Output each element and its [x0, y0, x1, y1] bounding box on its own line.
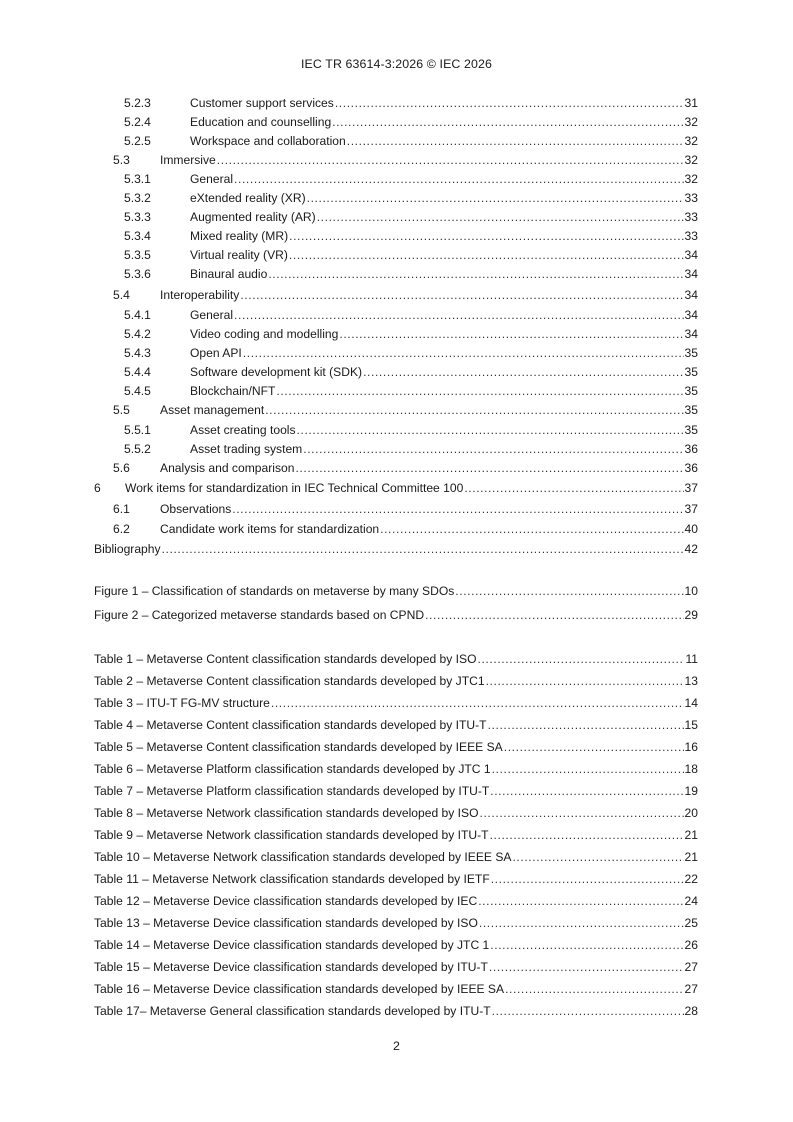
toc-entry-title: Education and counselling [190, 115, 332, 129]
toc-entry[interactable] [94, 287, 698, 303]
toc-entry[interactable] [94, 460, 698, 476]
toc-entry-page: 32 [684, 172, 698, 186]
toc-entry-number: 5.5 [113, 403, 130, 417]
toc-entry-title: Analysis and comparison [160, 461, 295, 475]
table-entry-title: Table 3 – ITU-T FG-MV structure [94, 696, 270, 710]
dot-leader [478, 893, 683, 909]
toc-entry-page: 31 [684, 96, 698, 110]
toc-entry-page: 35 [684, 384, 698, 398]
toc-entry-number: 5.4.1 [124, 308, 151, 322]
table-entry[interactable] [94, 937, 698, 953]
table-entry[interactable] [94, 915, 698, 931]
dot-leader [492, 1003, 684, 1019]
table-entry[interactable] [94, 651, 698, 667]
toc-entry-title: Interoperability [160, 288, 240, 302]
dot-leader [489, 959, 684, 975]
toc-entry-number: 5.4.4 [124, 365, 151, 379]
toc-entry-page: 36 [684, 461, 698, 475]
toc-entry-title: Video coding and modelling [190, 327, 339, 341]
toc-entry-page: 35 [684, 403, 698, 417]
figure-entry[interactable] [94, 607, 698, 623]
table-entry-title: Table 15 – Metaverse Device classification standards developed by ITU-T [94, 960, 488, 974]
toc-entry-page: 33 [684, 229, 698, 243]
dot-leader [234, 307, 684, 323]
table-entry-title: Table 13 – Metaverse Device classification standards developed by ISO [94, 916, 478, 930]
table-entry[interactable] [94, 805, 698, 821]
toc-entry-number: 5.3.3 [124, 210, 151, 224]
toc-entry-number: 5.5.1 [124, 423, 151, 437]
toc-entry-number: 5.6 [113, 461, 130, 475]
figure-entry-title: Figure 1 – Classification of standards on metaverse by many SDOs [94, 584, 455, 598]
toc-entry-page: 34 [684, 327, 698, 341]
dot-leader [425, 607, 683, 623]
toc-entry-title: Software development kit (SDK) [190, 365, 363, 379]
dot-leader [295, 460, 683, 476]
toc-entry-number: 5.4.3 [124, 346, 151, 360]
dot-leader [512, 849, 683, 865]
table-entry-title: Table 6 – Metaverse Platform classification standards developed by JTC 1 [94, 762, 491, 776]
toc-entry[interactable] [94, 307, 698, 323]
table-entry[interactable] [94, 893, 698, 909]
table-entry-title: Table 5 – Metaverse Content classification standards developed by IEEE SA [94, 740, 503, 754]
table-entry-title: Table 8 – Metaverse Network classification standards developed by ISO [94, 806, 479, 820]
toc-entry[interactable] [94, 383, 698, 399]
dot-leader [317, 209, 684, 225]
toc-entry-page: 32 [684, 115, 698, 129]
table-entry-title: Table 17– Metaverse General classification standards developed by ITU-T [94, 1004, 491, 1018]
toc-entry-page: 37 [684, 502, 698, 516]
toc-entry[interactable] [94, 521, 698, 537]
toc-entry-page: 35 [684, 365, 698, 379]
toc-entry-page: 34 [684, 248, 698, 262]
table-entry[interactable] [94, 959, 698, 975]
dot-leader [297, 422, 684, 438]
toc-entry[interactable] [94, 441, 698, 457]
dot-leader [486, 673, 684, 689]
page-header: IEC TR 63614-3:2026 © IEC 2026 [301, 57, 492, 71]
toc-entry-page: 33 [684, 210, 698, 224]
toc-entry-page: 34 [684, 267, 698, 281]
dot-leader [464, 480, 683, 496]
toc-entry-title: Binaural audio [190, 267, 268, 281]
table-entry-page: 28 [684, 1004, 698, 1018]
dot-leader [480, 805, 684, 821]
toc-entry-title: Workspace and collaboration [190, 134, 346, 148]
table-entry-title: Table 14 – Metaverse Device classification standards developed by JTC 1 [94, 938, 490, 952]
toc-entry[interactable] [94, 133, 698, 149]
toc-entry[interactable] [94, 422, 698, 438]
dot-leader [380, 521, 683, 537]
table-entry-page: 18 [684, 762, 698, 776]
dot-leader [491, 871, 684, 887]
table-entry-title: Table 2 – Metaverse Content classification standards developed by JTC1 [94, 674, 485, 688]
table-entry-page: 27 [684, 960, 698, 974]
table-entry-page: 16 [684, 740, 698, 754]
table-entry-title: Table 10 – Metaverse Network classification standards developed by IEEE SA [94, 850, 512, 864]
dot-leader [332, 114, 683, 130]
dot-leader [268, 266, 683, 282]
toc-entry-number: 6 [94, 481, 101, 495]
toc-entry-bibliography[interactable] [94, 541, 698, 557]
dot-leader [490, 827, 684, 843]
dot-leader [265, 402, 683, 418]
toc-entry[interactable] [94, 171, 698, 187]
table-entry[interactable] [94, 827, 698, 843]
table-entry[interactable] [94, 695, 698, 711]
toc-entry-number: 5.4 [113, 288, 130, 302]
figure-entry-page: 10 [684, 584, 698, 598]
toc-entry[interactable] [94, 266, 698, 282]
table-entry-title: Table 1 – Metaverse Content classification standards developed by ISO [94, 652, 477, 666]
dot-leader [303, 441, 683, 457]
toc-entry[interactable] [94, 209, 698, 225]
toc-entry[interactable] [94, 247, 698, 263]
toc-entry-title: Asset management [160, 403, 265, 417]
toc-entry-number: 5.3.5 [124, 248, 151, 262]
toc-entry-page: 35 [684, 423, 698, 437]
table-entry-title: Table 11 – Metaverse Network classification standards developed by IETF [94, 872, 490, 886]
dot-leader [492, 761, 684, 777]
table-entry[interactable] [94, 673, 698, 689]
toc-entry[interactable] [94, 402, 698, 418]
table-entry[interactable] [94, 1003, 698, 1019]
toc-entry[interactable] [94, 480, 698, 496]
table-entry-title: Table 9 – Metaverse Network classification standards developed by ITU-T [94, 828, 489, 842]
figure-entry-title: Figure 2 – Categorized metaverse standards based on CPND [94, 608, 425, 622]
toc-entry-title: General [190, 308, 234, 322]
figure-entry-page: 29 [684, 608, 698, 622]
toc-entry-title: Work items for standardization in IEC Technical Committee 100 [125, 481, 464, 495]
dot-leader [488, 717, 684, 733]
table-entry[interactable] [94, 981, 698, 997]
toc-entry[interactable] [94, 152, 698, 168]
toc-entry-page: 34 [684, 308, 698, 322]
toc-entry-number: 5.2.3 [124, 96, 151, 110]
dot-leader [243, 345, 684, 361]
toc-entry-page: 36 [684, 442, 698, 456]
toc-entry[interactable] [94, 326, 698, 342]
table-entry[interactable] [94, 739, 698, 755]
dot-leader [479, 915, 684, 931]
toc-entry[interactable] [94, 345, 698, 361]
table-entry-page: 24 [684, 894, 698, 908]
table-entry-page: 27 [684, 982, 698, 996]
table-entry-title: Table 7 – Metaverse Platform classification standards developed by ITU-T [94, 784, 490, 798]
table-entry-page: 19 [684, 784, 698, 798]
toc-entry-page: 37 [684, 481, 698, 495]
toc-entry-title: Virtual reality (VR) [190, 248, 288, 262]
toc-entry[interactable] [94, 95, 698, 111]
toc-entry-number: 5.3 [113, 153, 130, 167]
dot-leader [335, 95, 684, 111]
toc-entry-number: 5.4.5 [124, 384, 151, 398]
dot-leader [490, 937, 683, 953]
toc-entry-number: 5.2.5 [124, 134, 151, 148]
toc-entry-title: General [190, 172, 234, 186]
table-entry-title: Table 12 – Metaverse Device classification standards developed by IEC [94, 894, 478, 908]
toc-entry-page: 34 [684, 288, 698, 302]
toc-entry-number: 5.4.2 [124, 327, 151, 341]
toc-entry-title: Asset creating tools [190, 423, 296, 437]
toc-entry-number: 5.5.2 [124, 442, 151, 456]
toc-entry-page: 33 [684, 191, 698, 205]
dot-leader [363, 364, 683, 380]
toc-entry[interactable] [94, 228, 698, 244]
toc-entry-title: eXtended reality (XR) [190, 191, 306, 205]
table-entry[interactable] [94, 783, 698, 799]
dot-leader [232, 501, 683, 517]
dot-leader [307, 190, 684, 206]
table-entry-page: 26 [684, 938, 698, 952]
table-entry-title: Table 16 – Metaverse Device classification standards developed by IEEE SA [94, 982, 505, 996]
toc-entry-number: 5.3.2 [124, 191, 151, 205]
table-entry-page: 20 [684, 806, 698, 820]
toc-entry-number: 6.2 [113, 522, 130, 536]
table-entry-page: 21 [684, 828, 698, 842]
toc-entry[interactable] [94, 190, 698, 206]
toc-entry-title: Observations [160, 502, 232, 516]
table-entry[interactable] [94, 717, 698, 733]
dot-leader [217, 152, 684, 168]
table-entry-page: 11 [685, 652, 698, 666]
table-entry-title: Table 4 – Metaverse Content classification standards developed by ITU-T [94, 718, 487, 732]
toc-entry-title: Customer support services [190, 96, 334, 110]
table-entry-page: 15 [684, 718, 698, 732]
dot-leader [234, 171, 684, 187]
toc-entry-title: Open API [190, 346, 242, 360]
toc-entry-title: Augmented reality (AR) [190, 210, 316, 224]
table-entry[interactable] [94, 761, 698, 777]
dot-leader [162, 541, 684, 557]
dot-leader [289, 247, 684, 263]
toc-entry-number: 6.1 [113, 502, 130, 516]
table-entry-page: 25 [684, 916, 698, 930]
table-entry[interactable] [94, 871, 698, 887]
table-entry-page: 14 [684, 696, 698, 710]
toc-entry-page: 32 [684, 134, 698, 148]
toc-entry[interactable] [94, 364, 698, 380]
dot-leader [240, 287, 683, 303]
toc-entry-title: Bibliography [94, 542, 161, 556]
toc-entry-page: 32 [684, 153, 698, 167]
toc-entry[interactable] [94, 501, 698, 517]
dot-leader [505, 981, 683, 997]
dot-leader [455, 583, 683, 599]
dot-leader [347, 133, 684, 149]
toc-entry-title: Blockchain/NFT [190, 384, 276, 398]
toc-entry-number: 5.3.1 [124, 172, 151, 186]
table-entry[interactable] [94, 849, 698, 865]
toc-entry-title: Immersive [160, 153, 216, 167]
dot-leader [271, 695, 684, 711]
toc-entry-page: 42 [684, 542, 698, 556]
toc-entry[interactable] [94, 114, 698, 130]
dot-leader [478, 651, 684, 667]
toc-entry-title: Asset trading system [190, 442, 303, 456]
toc-entry-number: 5.3.4 [124, 229, 151, 243]
dot-leader [289, 228, 683, 244]
toc-entry-page: 35 [684, 346, 698, 360]
page-number: 2 [393, 1039, 400, 1053]
toc-entry-title: Mixed reality (MR) [190, 229, 289, 243]
dot-leader [504, 739, 684, 755]
figure-entry[interactable] [94, 583, 698, 599]
dot-leader [490, 783, 683, 799]
dot-leader [276, 383, 683, 399]
dot-leader [339, 326, 683, 342]
toc-entry-page: 40 [684, 522, 698, 536]
table-entry-page: 22 [684, 872, 698, 886]
toc-entry-title: Candidate work items for standardization [160, 522, 380, 536]
table-entry-page: 13 [684, 674, 698, 688]
toc-entry-number: 5.2.4 [124, 115, 151, 129]
table-entry-page: 21 [684, 850, 698, 864]
toc-entry-number: 5.3.6 [124, 267, 151, 281]
